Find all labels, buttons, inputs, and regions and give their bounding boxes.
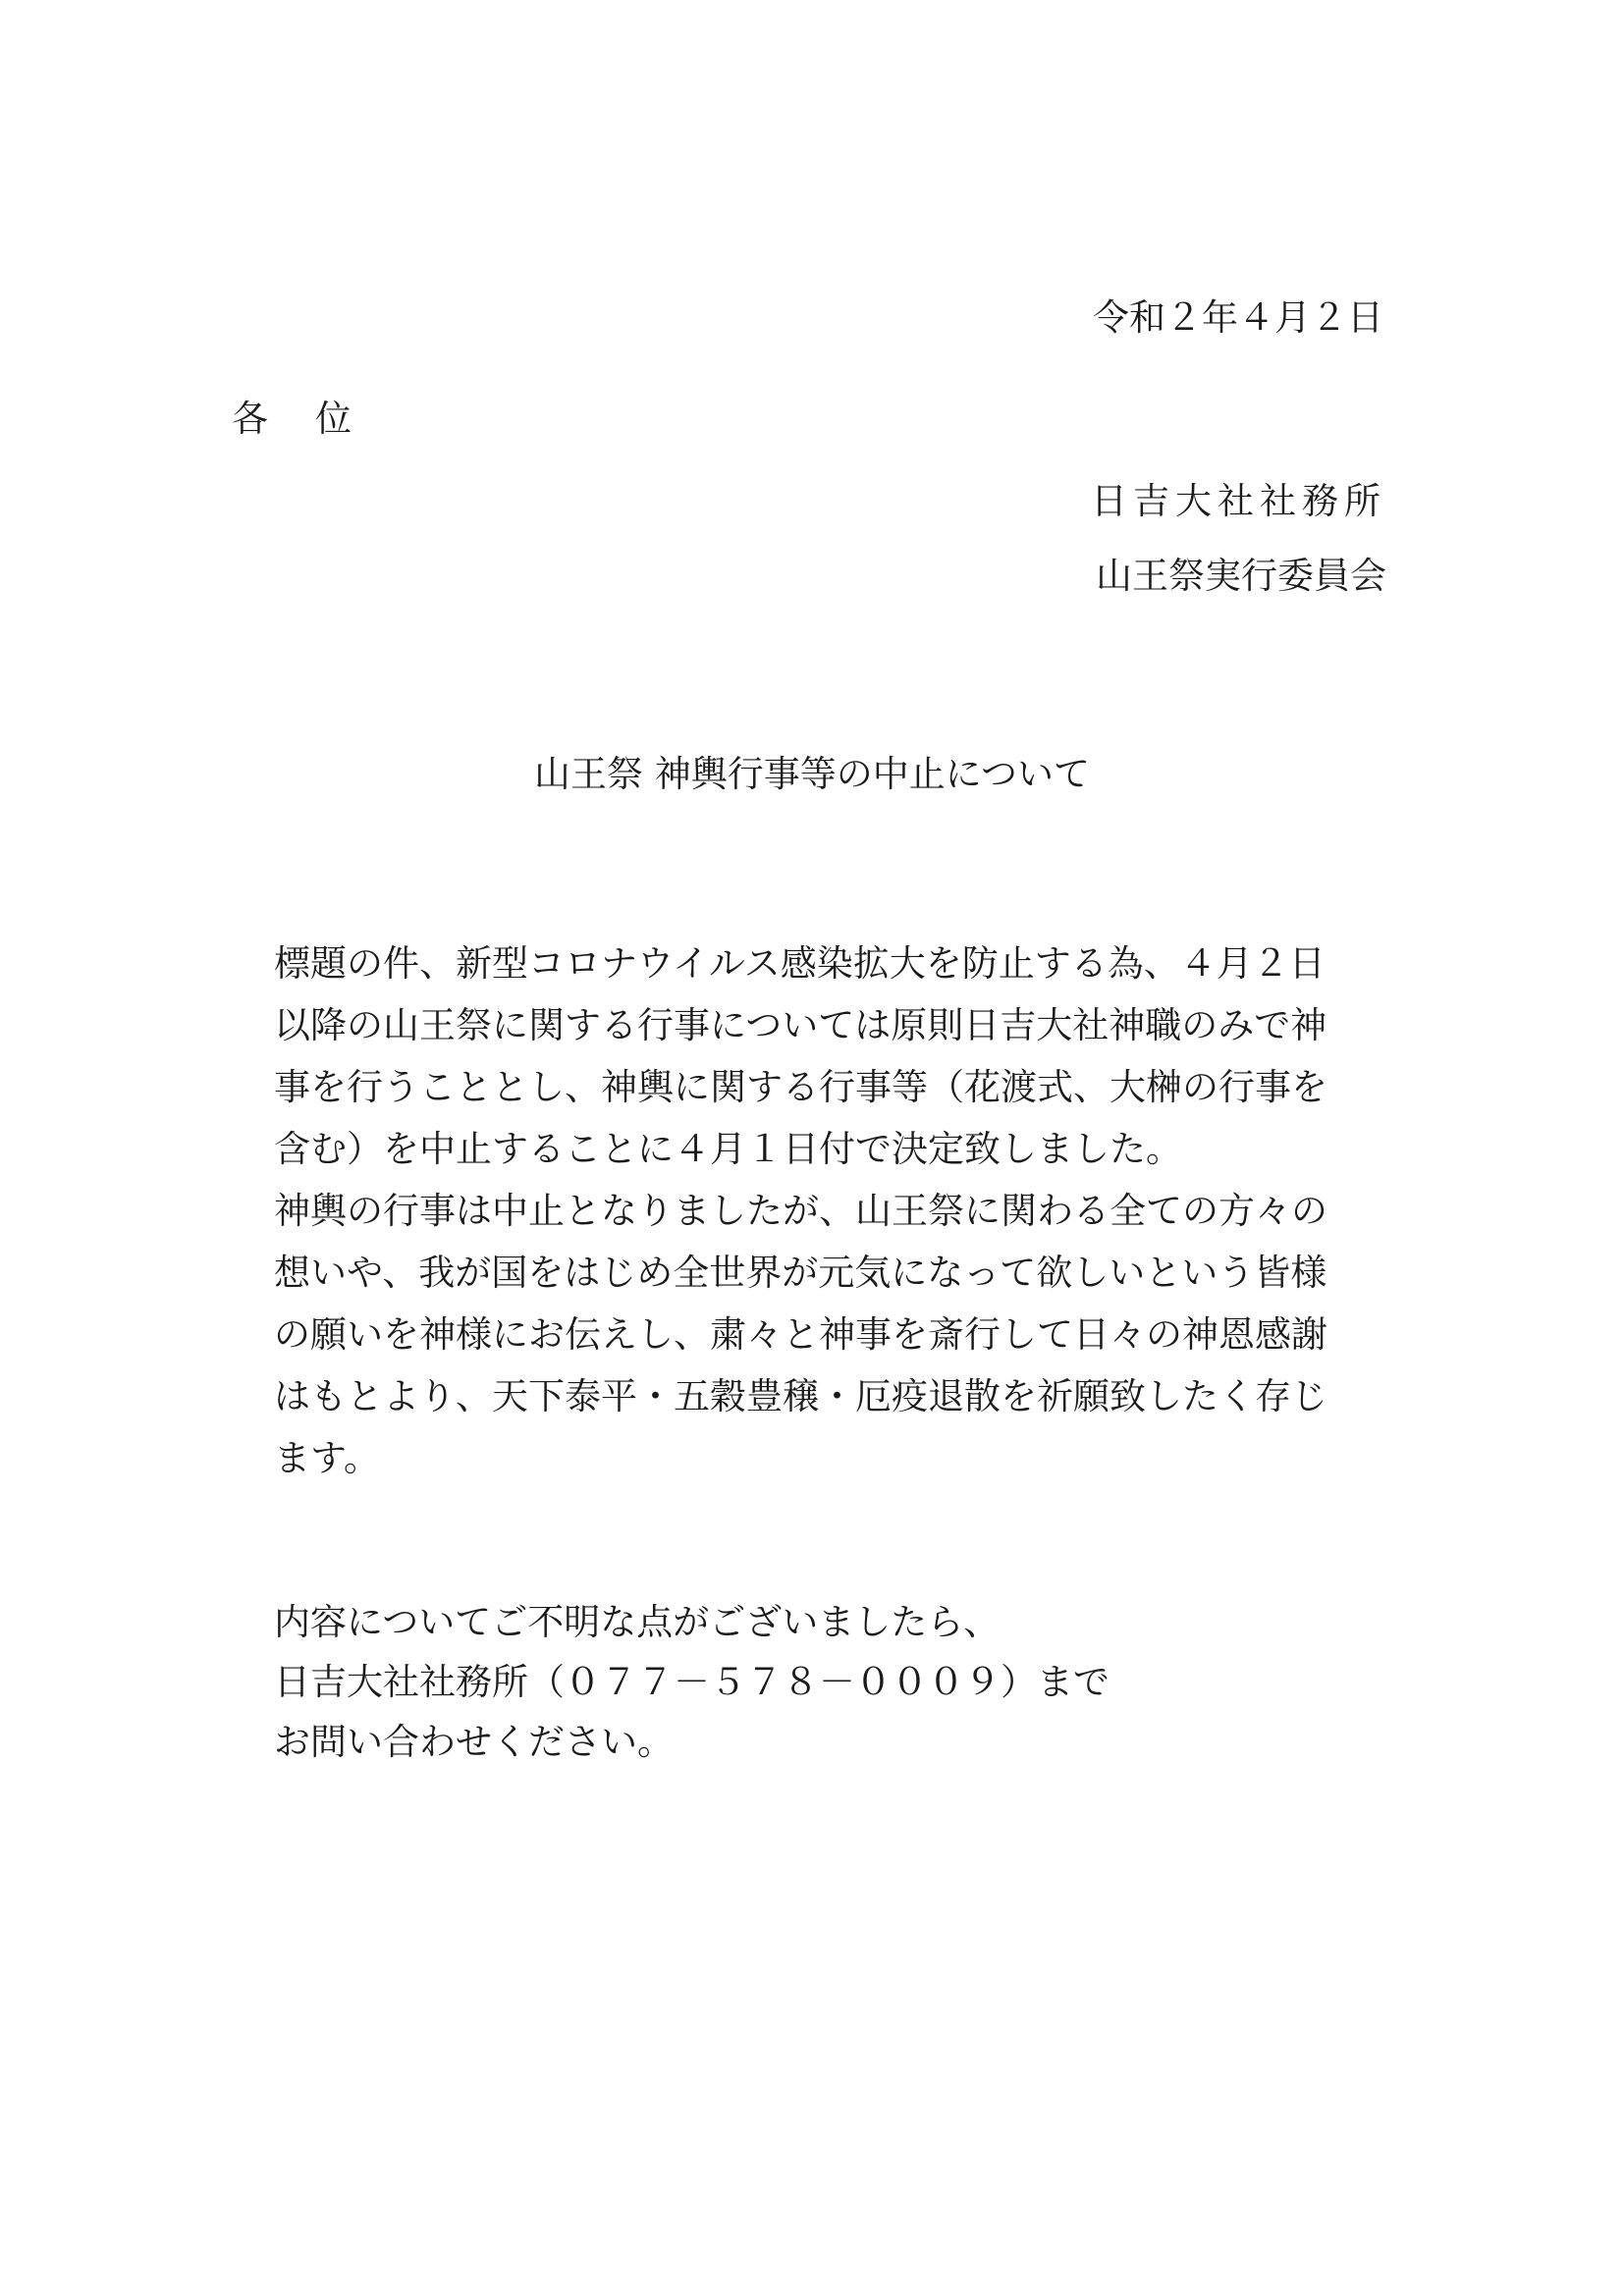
body-line: 標題の件、新型コロナウイルス感染拡大を防止する為、４月２日 [274,942,1326,985]
contact-line: お問い合わせください。 [274,1721,674,1763]
contact-line: 内容についてご不明な点がございましたら、 [274,1601,1001,1643]
body-line: 含む）を中止することに４月１日付で決定致しました。 [274,1128,1182,1170]
body-line: はもとより、天下泰平・五穀豊穣・厄疫退散を祈願致したく存じ [274,1375,1327,1417]
body-paragraph [274,933,1393,1489]
document-title: 山王祭 神輿行事等の中止について [533,753,1091,795]
document-date: 令和２年４月２日 [1093,296,1383,339]
body-line: 以降の山王祭に関する行事については原則日吉大社神職のみで神 [274,1004,1327,1046]
contact-info [274,1592,1393,1772]
body-line: 事を行うこととし、神輿に関する行事等（花渡式、大榊の行事を [274,1066,1327,1108]
body-line: ます。 [274,1437,381,1479]
body-line: 神輿の行事は中止となりましたが、山王祭に関わる全ての方々の [274,1190,1327,1232]
body-line: 想いや、我が国をはじめ全世界が元気になって欲しいという皆様 [274,1252,1327,1294]
addressee: 各位 [232,398,399,440]
body-line: の願いを神様にお伝えし、粛々と神事を斎行して日々の神恩感謝 [274,1313,1327,1356]
sender-organization: 日吉大社社務所 [1091,480,1386,522]
sender-committee: 山王祭実行委員会 [1096,555,1386,597]
contact-phone-line: 日吉大社社務所（０７７－５７８－０００９）まで [274,1661,1110,1703]
